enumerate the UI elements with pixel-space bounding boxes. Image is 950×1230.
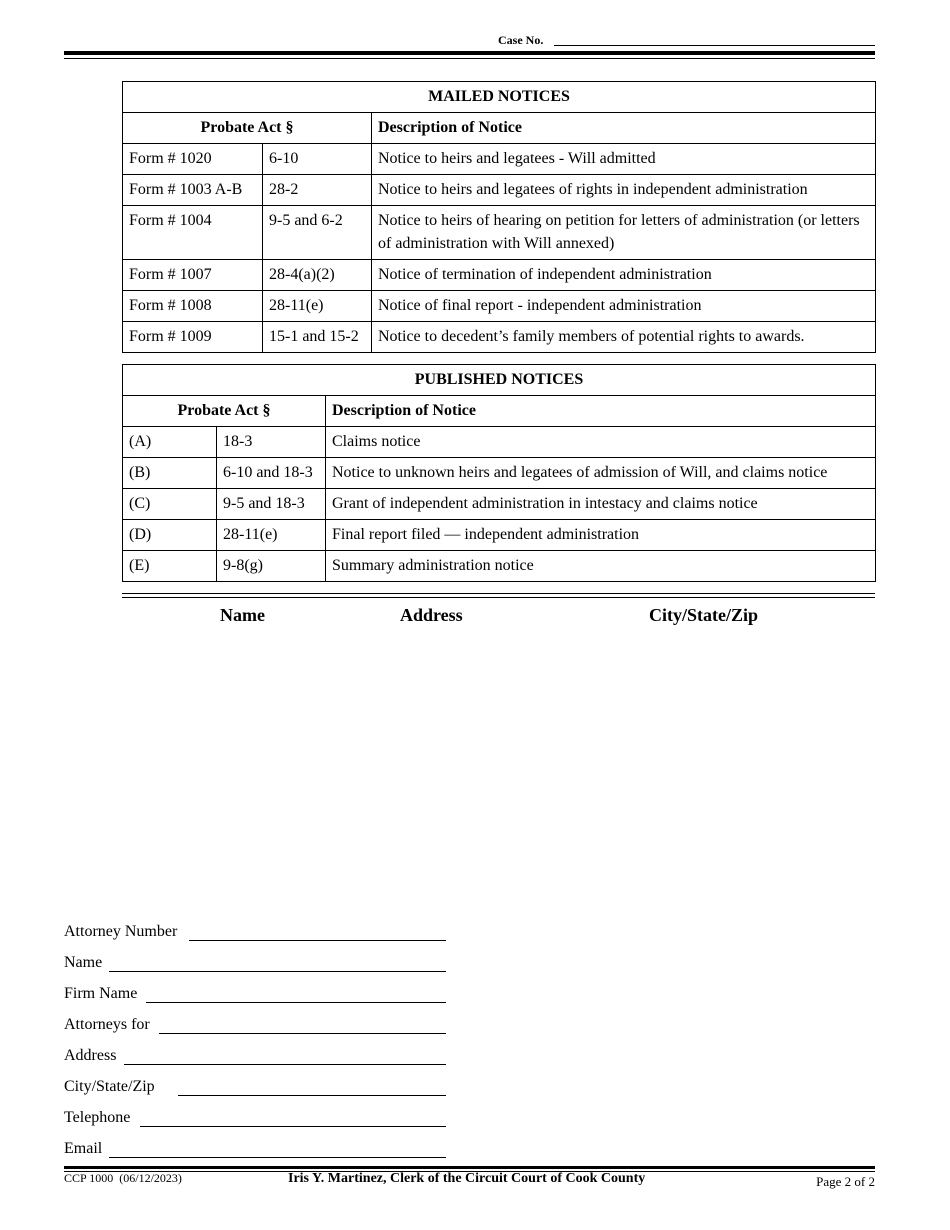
description-cell: Notice to unknown heirs and legatees of admission of Will, and claims notice — [326, 458, 876, 489]
description-cell: Summary administration notice — [326, 551, 876, 582]
published-notices-table — [122, 364, 876, 582]
firm-name-label: Firm Name — [64, 985, 138, 1002]
attorney-telephone-label: Telephone — [64, 1109, 131, 1126]
letter-cell: (C) — [123, 489, 217, 520]
mailed-notices-table — [122, 81, 876, 353]
clerk-name: Iris Y. Martinez, Clerk of the Circuit Court of Cook County — [288, 1171, 646, 1186]
form-cell: Form # 1009 — [123, 322, 263, 353]
description-cell: Grant of independent administration in intestacy and claims notice — [326, 489, 876, 520]
section-cell: 28-11(e) — [263, 291, 372, 322]
attorney-telephone-row — [64, 1109, 446, 1133]
table-row — [123, 144, 876, 175]
attorney-telephone-field[interactable] — [140, 1126, 446, 1127]
case-number-field[interactable] — [554, 45, 875, 46]
attorney-number-label: Attorney Number — [64, 923, 178, 940]
description-cell: Notice to heirs and legatees - Will admitted — [372, 144, 876, 175]
published-col-probate-act: Probate Act § — [123, 396, 326, 427]
description-cell: Final report filed — independent administration — [326, 520, 876, 551]
table-row — [123, 520, 876, 551]
attorney-city-row — [64, 1078, 446, 1102]
description-cell: Notice of final report - independent administration — [372, 291, 876, 322]
published-col-description: Description of Notice — [326, 396, 876, 427]
list-rule — [122, 593, 875, 594]
description-cell: Notice to heirs and legatees of rights in independent administration — [372, 175, 876, 206]
list-header-name: Name — [220, 605, 265, 625]
attorney-city-label: City/State/Zip — [64, 1078, 155, 1095]
table-row — [123, 322, 876, 353]
table-row — [123, 260, 876, 291]
description-cell: Notice to decedent’s family members of potential rights to awards. — [372, 322, 876, 353]
section-cell: 9-5 and 18-3 — [217, 489, 326, 520]
form-id: CCP 1000 (06/12/2023) — [64, 1171, 182, 1185]
attorneys-for-row — [64, 1016, 446, 1040]
attorney-email-field[interactable] — [109, 1157, 446, 1158]
attorney-city-field[interactable] — [178, 1095, 446, 1096]
attorney-name-row — [64, 954, 446, 978]
section-cell: 6-10 — [263, 144, 372, 175]
letter-cell: (E) — [123, 551, 217, 582]
table-row — [123, 489, 876, 520]
attorney-number-row — [64, 923, 446, 947]
table-row — [123, 551, 876, 582]
header-rule-thin — [64, 58, 875, 59]
attorney-name-label: Name — [64, 954, 103, 971]
table-row — [123, 291, 876, 322]
attorney-name-field[interactable] — [109, 971, 446, 972]
description-cell: Notice to heirs of hearing on petition for letters of administration (or letters of administration with Will annexed) — [372, 206, 876, 260]
section-cell: 28-4(a)(2) — [263, 260, 372, 291]
form-cell: Form # 1008 — [123, 291, 263, 322]
attorney-email-label: Email — [64, 1140, 103, 1157]
table-row — [123, 458, 876, 489]
form-cell: Form # 1020 — [123, 144, 263, 175]
form-cell: Form # 1007 — [123, 260, 263, 291]
description-cell: Notice of termination of independent administration — [372, 260, 876, 291]
firm-name-row — [64, 985, 446, 1009]
form-cell: Form # 1004 — [123, 206, 263, 260]
header-rule — [64, 51, 875, 55]
section-cell: 15-1 and 15-2 — [263, 322, 372, 353]
list-header-address: Address — [400, 605, 463, 625]
attorneys-for-field[interactable] — [159, 1033, 446, 1034]
section-cell: 9-5 and 6-2 — [263, 206, 372, 260]
section-cell: 28-2 — [263, 175, 372, 206]
page-number: Page 2 of 2 — [816, 1174, 875, 1189]
letter-cell: (D) — [123, 520, 217, 551]
attorney-address-label: Address — [64, 1047, 117, 1064]
mailed-notices-title: MAILED NOTICES — [123, 82, 876, 113]
case-number-label: Case No. — [498, 33, 544, 47]
section-cell: 6-10 and 18-3 — [217, 458, 326, 489]
section-cell: 28-11(e) — [217, 520, 326, 551]
attorney-email-row — [64, 1140, 446, 1164]
list-rule-thin — [122, 597, 875, 598]
letter-cell: (A) — [123, 427, 217, 458]
table-row — [123, 427, 876, 458]
table-row — [123, 206, 876, 260]
section-cell: 18-3 — [217, 427, 326, 458]
mailed-col-description: Description of Notice — [372, 113, 876, 144]
description-cell: Claims notice — [326, 427, 876, 458]
attorney-number-field[interactable] — [189, 940, 446, 941]
published-notices-title: PUBLISHED NOTICES — [123, 365, 876, 396]
section-cell: 9-8(g) — [217, 551, 326, 582]
footer-rule — [64, 1166, 875, 1169]
mailed-col-probate-act: Probate Act § — [123, 113, 372, 144]
attorney-address-field[interactable] — [124, 1064, 446, 1065]
form-cell: Form # 1003 A-B — [123, 175, 263, 206]
firm-name-field[interactable] — [146, 1002, 446, 1003]
list-header-city-state-zip: City/State/Zip — [649, 605, 759, 625]
attorney-address-row — [64, 1047, 446, 1071]
attorneys-for-label: Attorneys for — [64, 1016, 150, 1033]
letter-cell: (B) — [123, 458, 217, 489]
table-row — [123, 175, 876, 206]
